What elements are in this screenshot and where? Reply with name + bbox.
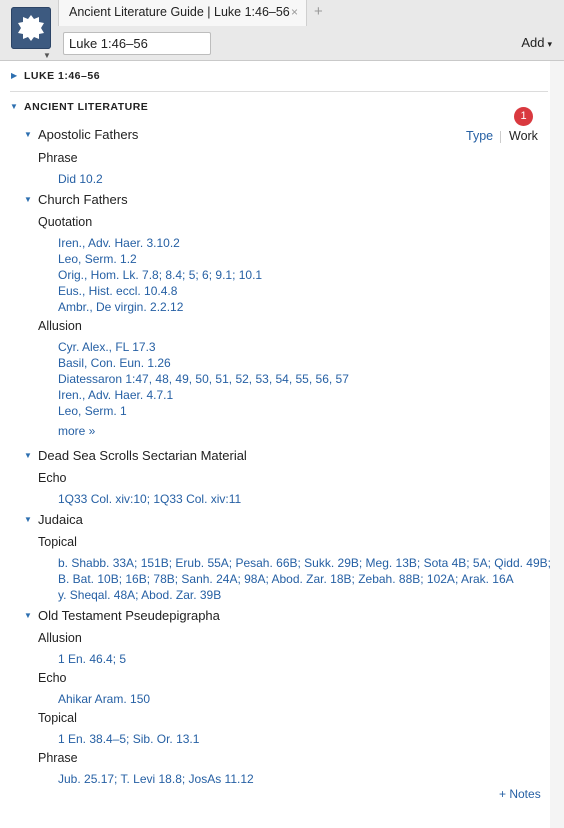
collapse-dss-icon[interactable]: ▼ (24, 451, 32, 460)
reference-link[interactable]: 1 En. 38.4–5; Sib. Or. 13.1 (58, 732, 200, 746)
reference-link[interactable]: 1Q33 Col. xiv:10; 1Q33 Col. xiv:11 (58, 492, 242, 506)
reference-link[interactable]: Cyr. Alex., FL 17.3 (58, 340, 156, 354)
chevron-down-icon: ▾ (547, 39, 552, 49)
reference-link[interactable]: 1 En. 46.4; 5 (58, 652, 127, 666)
section-luke-heading[interactable]: LUKE 1:46–56 (24, 70, 101, 82)
gear-seal-icon (17, 14, 45, 42)
reference-link[interactable]: Leo, Serm. 1 (58, 404, 127, 418)
scrollbar[interactable] (550, 61, 564, 828)
group-apostolic-fathers[interactable]: Apostolic Fathers (38, 127, 139, 142)
reference-link[interactable]: Orig., Hom. Lk. 7.8; 8.4; 5; 6; 9.1; 10.1 (58, 268, 263, 282)
reference-link[interactable]: Iren., Adv. Haer. 4.7.1 (58, 388, 174, 402)
reference-input[interactable] (63, 32, 211, 55)
close-tab-icon[interactable]: × (290, 5, 298, 19)
type-label: Topical (38, 535, 77, 549)
reference-link[interactable]: Diatessaron 1:47, 48, 49, 50, 51, 52, 53, 54, 55, 56, 57 (58, 372, 349, 386)
collapse-otp-icon[interactable]: ▼ (24, 611, 32, 620)
type-label: Allusion (38, 631, 82, 645)
type-label: Topical (38, 711, 77, 725)
reference-link[interactable]: Iren., Adv. Haer. 3.10.2 (58, 236, 180, 250)
collapse-ancient-icon[interactable]: ▼ (10, 102, 18, 111)
reference-link[interactable]: b. Shabb. 33A; 151B; Erub. 55A; Pesah. 66B; Sukk. 29B; Meg. 13B; Sota 4B; 5A; Qidd. 49B; (58, 556, 551, 570)
add-notes-link[interactable]: + Notes (499, 787, 541, 801)
type-label: Echo (38, 471, 67, 485)
section-divider (10, 91, 548, 92)
type-label: Phrase (38, 151, 78, 165)
type-label: Phrase (38, 751, 78, 765)
collapse-church-icon[interactable]: ▼ (24, 195, 32, 204)
collapse-judaica-icon[interactable]: ▼ (24, 515, 32, 524)
reference-link[interactable]: Jub. 25.17; T. Levi 18.8; JosAs 11.12 (58, 772, 254, 786)
more-link[interactable]: more » (58, 424, 96, 438)
toggle-divider (500, 131, 501, 143)
section-ancient-heading[interactable]: ANCIENT LITERATURE (24, 101, 149, 113)
reference-link[interactable]: y. Sheqal. 48A; Abod. Zar. 39B (58, 588, 222, 602)
panel-menu-button[interactable] (11, 7, 51, 49)
new-tab-button[interactable]: + (314, 3, 323, 20)
type-view-link[interactable]: Type (466, 129, 494, 143)
expand-luke-icon[interactable]: ▶ (11, 71, 18, 80)
tab-title: Ancient Literature Guide | Luke 1:46–56 (69, 5, 290, 19)
tab-ancient-literature-guide[interactable] (58, 0, 307, 26)
reference-link[interactable]: Basil, Con. Eun. 1.26 (58, 356, 171, 370)
tab-bar (0, 0, 564, 61)
work-view-label[interactable]: Work (509, 129, 538, 143)
reference-link[interactable]: Leo, Serm. 1.2 (58, 252, 137, 266)
notification-badge: 1 (514, 107, 533, 126)
group-church-fathers[interactable]: Church Fathers (38, 192, 128, 207)
collapse-apostolic-icon[interactable]: ▼ (24, 130, 32, 139)
reference-link[interactable]: Did 10.2 (58, 172, 103, 186)
group-dead-sea-scrolls[interactable]: Dead Sea Scrolls Sectarian Material (38, 448, 247, 463)
reference-link[interactable]: B. Bat. 10B; 16B; 78B; Sanh. 24A; 98A; Abod. Zar. 18B; Zebah. 88B; 102A; Arak. 16A (58, 572, 514, 586)
group-ot-pseudepigrapha[interactable]: Old Testament Pseudepigrapha (38, 608, 220, 623)
add-button[interactable] (521, 35, 552, 50)
panel-menu-caret-icon[interactable]: ▼ (43, 51, 51, 60)
reference-link[interactable]: Ambr., De virgin. 2.2.12 (58, 300, 184, 314)
type-label: Echo (38, 671, 67, 685)
type-label: Allusion (38, 319, 82, 333)
reference-link[interactable]: Eus., Hist. eccl. 10.4.8 (58, 284, 178, 298)
type-label: Quotation (38, 215, 93, 229)
add-label: Add (521, 35, 545, 50)
reference-link[interactable]: Ahikar Aram. 150 (58, 692, 151, 706)
group-judaica[interactable]: Judaica (38, 512, 83, 527)
